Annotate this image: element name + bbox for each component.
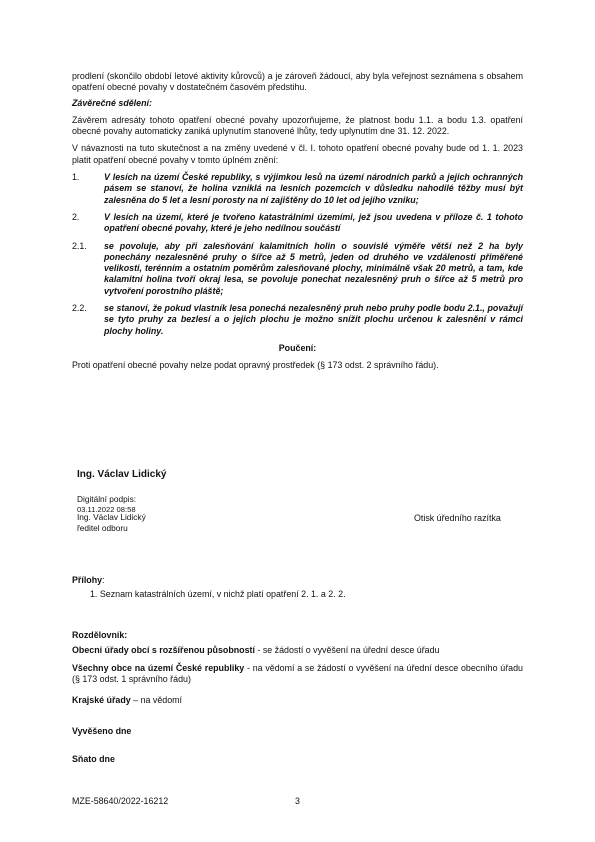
list-item-text: V lesích na území České republiky, s výjimkou lesů na území národních parků a jejich ochranných pásem se stanoví, že holina vzniklá na lesních pozemcích v důsledku nahodilé těžby musí být zalesněna do 5 let a lesní porosty na ní zajištěny do 10 let od jejího vzniku;: [104, 172, 523, 205]
closing-paragraph-2: V návaznosti na tuto skutečnost a na změny uvedené v čl. I. tohoto opatření obecné povahy bude od 1. 1. 2023 platit opatření obecné povahy v tomto úplném znění:: [72, 143, 523, 165]
closing-heading: Závěrečné sdělení:: [72, 97, 152, 108]
distribution-recipient: Obecní úřady obcí s rozšířenou působností: [72, 645, 255, 655]
signature-title: ředitel odboru: [77, 523, 128, 533]
list-item-number: 2.2.: [72, 303, 87, 314]
distribution-note: - na vědomí a se žádostí o vyvěšení na úřední desce obecního úřadu (§ 173 odst. 1 správního řádu): [72, 663, 523, 685]
digital-signature-label: Digitální podpis:: [77, 494, 137, 504]
list-item: [72, 303, 523, 337]
list-item-number: 2.: [72, 211, 80, 222]
list-item-number: 1.: [72, 172, 80, 183]
list-item: [72, 212, 523, 235]
distribution-recipient: Všechny obce na území České republiky: [72, 663, 245, 673]
closing-paragraph-1: Závěrem adresáty tohoto opatření obecné povahy upozorňujeme, že platnost bodu 1.1. a bodu 1.3. opatření obecné povahy automaticky zaniká uplynutím stanovené lhůty, tedy uplynutím dne 31. 12. 2022.: [72, 114, 523, 137]
stamp-placeholder: Otisk úředního razítka: [414, 513, 501, 523]
list-item-text: se stanoví, že pokud vlastník lesa ponechá nezalesněný pruh nebo pruhy podle bodu 2.1., považují se tyto pruhy za bezlesí a o jejich plochu je možno snížit plochu určenou k zalesnění v rámci plochy holiny.: [104, 303, 523, 336]
page-number: 3: [295, 796, 300, 806]
attachments-heading-colon: :: [102, 575, 105, 585]
signer-name: Ing. Václav Lidický: [77, 469, 167, 480]
intro-paragraph: prodlení (skončilo období letové aktivity kůrovců) a je zároveň žádoucí, aby byla veřejnost seznámena s obsahem opatření obecné povahy v dostatečném časovém předstihu.: [72, 71, 523, 93]
distribution-note: – na vědomí: [130, 695, 183, 705]
distribution-note: - se žádostí o vyvěšení na úřední desce úřadu: [254, 645, 440, 655]
distribution-item: [72, 695, 182, 705]
attachments-heading-label: Přílohy: [72, 575, 103, 585]
list-item: [72, 172, 523, 206]
distribution-heading: Rozdělovník:: [72, 630, 128, 640]
attachment-item: 1. Seznam katastrálních území, v nichž platí opatření 2. 1. a 2. 2.: [90, 589, 346, 599]
signature-name: Ing. Václav Lidický: [77, 512, 146, 522]
list-item: [72, 241, 523, 297]
attachments-heading: [72, 575, 105, 585]
document-body: [72, 71, 523, 372]
pouceni-text: Proti opatření obecné povahy nelze podat opravný prostředek (§ 173 odst. 2 správního řádu).: [72, 360, 439, 371]
distribution-item: [72, 645, 523, 655]
distribution-item: [72, 663, 523, 686]
list-item-text: se povoluje, aby při zalesňování kalamitních holin o souvislé výměře větší než 2 ha byly ponechány nezalesněné pruhy o šířce až 5 metrů, jeden od druhého ve vzdálenosti přiměřené velikosti, terénním a ostatním poměrům zalesňované plochy, minimálně však 20 metrů, a tam, kde kalamitní holina tvoří okraj lesa, se povoluje ponechat nezalesněný pruh o šířce až 5 metrů pro vytvoření porostního pláště;: [104, 240, 523, 296]
list-item-number: 2.1.: [72, 240, 87, 251]
pouceni-heading: Poučení:: [278, 342, 317, 353]
removed-date-label: Sňato dne: [72, 754, 115, 764]
digital-signature-date: 03.11.2022 08:58: [77, 505, 136, 514]
distribution-recipient: Krajské úřady: [72, 695, 131, 705]
posted-date-label: Vyvěšeno dne: [72, 726, 132, 736]
document-reference: MZE-58640/2022-16212: [72, 796, 169, 806]
list-item-text: V lesích na území, které je tvořeno katastrálními územími, jež jsou uvedena v příloze č. 1 tohoto opatření obecné povahy, které je jeho nedílnou součástí: [104, 211, 523, 234]
